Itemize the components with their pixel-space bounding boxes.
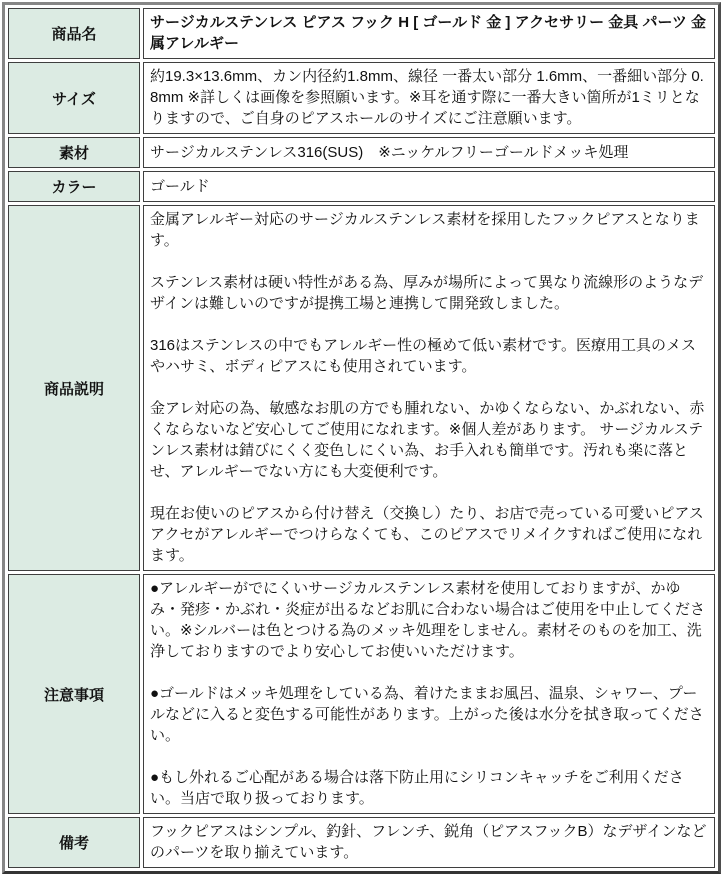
row-label-notes: 備考 bbox=[8, 817, 140, 868]
spec-table-body bbox=[8, 8, 715, 868]
row-content-material bbox=[143, 137, 715, 168]
paragraph: 金属アレルギー対応のサージカルステンレス素材を採用したフックピアスとなります。 bbox=[150, 211, 700, 249]
row-content-product-name bbox=[143, 8, 715, 59]
row-label-cautions: 注意事項 bbox=[8, 574, 140, 814]
table-row bbox=[8, 8, 715, 59]
paragraph: ●もし外れるご心配がある場合は落下防止用にシリコンキャッチをご利用ください。当店で取り扱っております。 bbox=[150, 769, 684, 807]
paragraph: 現在お使いのピアスから付け替え（交換し）たり、お店で売っている可愛いピアスアクセがアレルギーでつけらなくても、このピアスでリメイクすればご使用になれます。 bbox=[150, 505, 704, 564]
table-row bbox=[8, 62, 715, 134]
table-row bbox=[8, 574, 715, 814]
paragraph: フックピアスはシンプル、釣針、フレンチ、鋭角（ピアスフックB）なデザインなどのパーツを取り揃えています。 bbox=[150, 823, 707, 861]
row-label-description: 商品説明 bbox=[8, 205, 140, 571]
table-row bbox=[8, 171, 715, 202]
row-label-product-name: 商品名 bbox=[8, 8, 140, 59]
row-label-material: 素材 bbox=[8, 137, 140, 168]
paragraph: 金アレ対応の為、敏感なお肌の方でも腫れない、かゆくならない、かぶれない、赤くならないなど安心してご使用になれます。※個人差があります。 サージカルステンレス素材は錆びにくく変色しにくい為、お手入れも簡単です。汚れも楽に落とせ、アレルギーでない方にも大変便利です。 bbox=[150, 400, 705, 480]
paragraph: ●ゴールドはメッキ処理をしている為、着けたままお風呂、温泉、シャワー、プールなどに入ると変色する可能性があります。上がった後は水分を拭き取ってください。 bbox=[150, 685, 704, 744]
paragraph: サージカルステンレス316(SUS) ※ニッケルフリーゴールドメッキ処理 bbox=[150, 143, 629, 161]
row-content-size bbox=[143, 62, 715, 134]
table-row bbox=[8, 817, 715, 868]
paragraph: ●アレルギーがでにくいサージカルステンレス素材を使用しておりますが、かゆみ・発疹・かぶれ・炎症が出るなどお肌に合わない場合はご使用を中止してください。※シルバーは色とつける為のメッキ処理をしません。素材そのものを加工、洗浄しておりますのでより安心してお使いいただけます。 bbox=[150, 580, 706, 660]
product-spec-page bbox=[0, 2, 725, 874]
paragraph: 316はステンレスの中でもアレルギー性の極めて低い素材です。医療用工具のメスやハサミ、ボディピアスにも使用されています。 bbox=[150, 337, 696, 375]
row-content-cautions bbox=[143, 574, 715, 814]
row-content-color bbox=[143, 171, 715, 202]
paragraph: ゴールド bbox=[150, 177, 210, 195]
table-row bbox=[8, 137, 715, 168]
paragraph: サージカルステンレス ピアス フック H [ ゴールド 金 ] アクセサリー 金具 パーツ 金属アレルギー bbox=[150, 14, 707, 52]
row-label-size: サイズ bbox=[8, 62, 140, 134]
row-content-description bbox=[143, 205, 715, 571]
table-row bbox=[8, 205, 715, 571]
paragraph: 約19.3×13.6mm、カン内径約1.8mm、線径 一番太い部分 1.6mm、一番細い部分 0.8mm ※詳しくは画像を参照願います。※耳を通す際に一番大きい箇所が1ミリとなりますので、ご自身のピアスホールのサイズにご注意願います。 bbox=[150, 68, 704, 127]
row-label-color: カラー bbox=[8, 171, 140, 202]
paragraph: ステンレス素材は硬い特性がある為、厚みが場所によって異なり流線形のようなデザインは難しいのですが提携工場と連携して開発致しました。 bbox=[150, 274, 704, 312]
row-content-notes bbox=[143, 817, 715, 868]
product-spec-table bbox=[2, 2, 721, 874]
